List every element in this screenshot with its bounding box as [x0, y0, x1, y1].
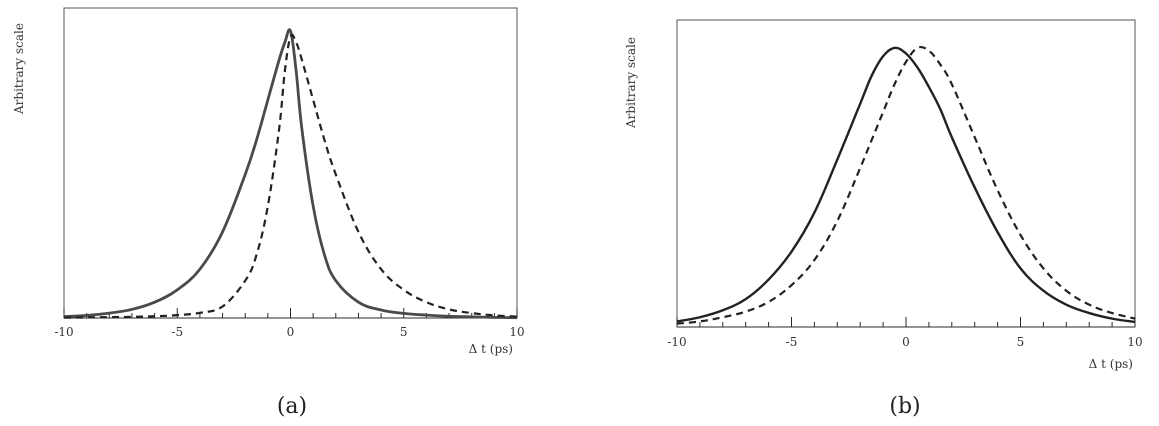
panel-b [624, 20, 1143, 419]
panel-a-tick-label: 5 [399, 325, 408, 339]
panel-a-y-axis-label: Arbitrary scale [12, 23, 26, 114]
panel-a-label: (a) [276, 394, 308, 419]
panel-b-dashed-curve [677, 47, 1135, 324]
panel-a-tick-label: -5 [171, 325, 184, 339]
panel-a-series [64, 30, 517, 318]
panel-a-frame [64, 8, 517, 318]
panel-b-solid-curve [677, 48, 1135, 322]
panel-b-x-axis-label: Δ t (ps) [1088, 357, 1133, 371]
panel-b-series [677, 47, 1135, 324]
panel-a-tick-label: 10 [509, 325, 525, 339]
panel-a-tick-label: -10 [54, 325, 74, 339]
panel-a-solid-curve [64, 30, 517, 318]
panel-b-frame [677, 20, 1135, 327]
panel-b-y-axis-label: Arbitrary scale [624, 37, 638, 128]
panel-b-tick-labels [667, 335, 1142, 349]
panel-b-tick-label: -10 [667, 335, 687, 349]
panel-b-tick-label: -5 [785, 335, 798, 349]
panel-b-ticks [677, 317, 1135, 327]
panel-a-x-axis-label: Δ t (ps) [468, 342, 513, 356]
panel-a-tick-label: 0 [286, 325, 295, 339]
panel-b-tick-label: 0 [902, 335, 910, 349]
panel-b-label: (b) [889, 394, 921, 419]
panel-a [12, 8, 525, 419]
panel-a-tick-labels [54, 325, 524, 339]
panel-a-dashed-curve [64, 35, 517, 318]
panel-b-tick-label: 10 [1127, 335, 1143, 349]
panel-b-tick-label: 5 [1016, 335, 1025, 349]
